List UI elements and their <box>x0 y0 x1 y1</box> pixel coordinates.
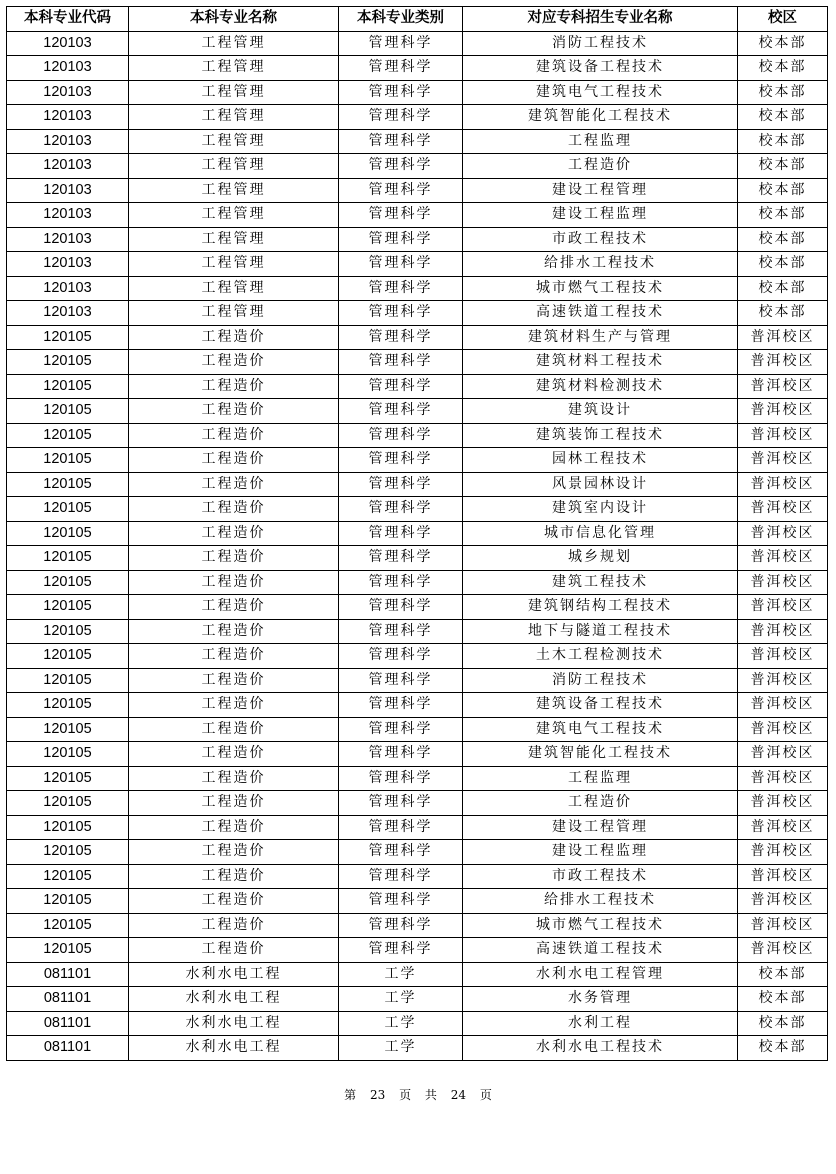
cell-undergrad-category: 管理科学 <box>339 815 463 840</box>
cell-undergrad-category: 管理科学 <box>339 227 463 252</box>
cell-undergrad-major: 工程管理 <box>129 203 339 228</box>
table-row <box>7 570 828 595</box>
cell-undergrad-major: 工程造价 <box>129 864 339 889</box>
cell-junior-college-major: 建筑智能化工程技术 <box>463 105 738 130</box>
cell-undergrad-category: 管理科学 <box>339 717 463 742</box>
cell-campus: 普洱校区 <box>738 619 828 644</box>
cell-undergrad-major: 工程造价 <box>129 791 339 816</box>
cell-undergrad-category: 管理科学 <box>339 276 463 301</box>
cell-campus: 普洱校区 <box>738 521 828 546</box>
cell-undergrad-major: 工程造价 <box>129 619 339 644</box>
cell-junior-college-major: 高速铁道工程技术 <box>463 938 738 963</box>
cell-undergrad-major: 工程造价 <box>129 766 339 791</box>
cell-undergrad-code: 120105 <box>7 644 129 669</box>
cell-undergrad-major: 工程造价 <box>129 374 339 399</box>
cell-undergrad-major: 工程造价 <box>129 521 339 546</box>
cell-undergrad-code: 120105 <box>7 448 129 473</box>
cell-undergrad-major: 工程造价 <box>129 497 339 522</box>
cell-undergrad-category: 管理科学 <box>339 840 463 865</box>
cell-junior-college-major: 市政工程技术 <box>463 864 738 889</box>
table-row <box>7 962 828 987</box>
table-row <box>7 717 828 742</box>
cell-campus: 普洱校区 <box>738 644 828 669</box>
cell-campus: 普洱校区 <box>738 913 828 938</box>
cell-undergrad-category: 管理科学 <box>339 497 463 522</box>
footer-total-pages: 24 <box>450 1088 467 1102</box>
cell-undergrad-category: 管理科学 <box>339 521 463 546</box>
cell-undergrad-category: 工学 <box>339 1036 463 1061</box>
cell-campus: 普洱校区 <box>738 595 828 620</box>
cell-campus: 校本部 <box>738 301 828 326</box>
cell-undergrad-code: 120105 <box>7 546 129 571</box>
cell-undergrad-category: 管理科学 <box>339 325 463 350</box>
cell-junior-college-major: 水利水电工程技术 <box>463 1036 738 1061</box>
footer-page-unit: 页 <box>399 1088 412 1102</box>
cell-undergrad-major: 工程造价 <box>129 742 339 767</box>
cell-junior-college-major: 建筑材料检测技术 <box>463 374 738 399</box>
cell-campus: 普洱校区 <box>738 938 828 963</box>
cell-undergrad-major: 工程造价 <box>129 472 339 497</box>
cell-undergrad-category: 工学 <box>339 962 463 987</box>
table-row <box>7 644 828 669</box>
cell-campus: 校本部 <box>738 80 828 105</box>
cell-campus: 普洱校区 <box>738 791 828 816</box>
table-row <box>7 1011 828 1036</box>
cell-campus: 普洱校区 <box>738 668 828 693</box>
table-row <box>7 399 828 424</box>
cell-undergrad-code: 120103 <box>7 154 129 179</box>
table-row <box>7 105 828 130</box>
cell-junior-college-major: 建筑材料工程技术 <box>463 350 738 375</box>
table-row <box>7 619 828 644</box>
cell-undergrad-category: 管理科学 <box>339 766 463 791</box>
footer-page-number: 23 <box>369 1088 386 1102</box>
cell-undergrad-code: 120105 <box>7 913 129 938</box>
cell-junior-college-major: 工程造价 <box>463 791 738 816</box>
table-row <box>7 227 828 252</box>
cell-campus: 校本部 <box>738 1036 828 1061</box>
cell-undergrad-category: 工学 <box>339 987 463 1012</box>
cell-campus: 校本部 <box>738 252 828 277</box>
cell-junior-college-major: 建筑材料生产与管理 <box>463 325 738 350</box>
cell-junior-college-major: 建筑电气工程技术 <box>463 80 738 105</box>
footer-total-unit: 页 <box>479 1088 492 1102</box>
cell-undergrad-code: 120105 <box>7 497 129 522</box>
cell-undergrad-code: 120103 <box>7 227 129 252</box>
cell-undergrad-major: 工程造价 <box>129 815 339 840</box>
table-row <box>7 987 828 1012</box>
table-row <box>7 129 828 154</box>
cell-undergrad-category: 管理科学 <box>339 668 463 693</box>
cell-undergrad-category: 管理科学 <box>339 350 463 375</box>
cell-undergrad-category: 管理科学 <box>339 301 463 326</box>
cell-junior-college-major: 城市信息化管理 <box>463 521 738 546</box>
table-row <box>7 497 828 522</box>
cell-undergrad-category: 管理科学 <box>339 938 463 963</box>
cell-undergrad-code: 120105 <box>7 889 129 914</box>
cell-junior-college-major: 建设工程监理 <box>463 203 738 228</box>
table-row <box>7 791 828 816</box>
major-mapping-table <box>6 6 828 1061</box>
cell-campus: 校本部 <box>738 154 828 179</box>
footer-total-prefix: 共 <box>424 1088 437 1102</box>
cell-undergrad-category: 工学 <box>339 1011 463 1036</box>
cell-undergrad-category: 管理科学 <box>339 399 463 424</box>
table-row <box>7 864 828 889</box>
table-row <box>7 178 828 203</box>
cell-undergrad-major: 工程管理 <box>129 56 339 81</box>
table-row <box>7 374 828 399</box>
cell-undergrad-code: 120105 <box>7 717 129 742</box>
cell-undergrad-code: 120105 <box>7 815 129 840</box>
cell-undergrad-code: 120103 <box>7 203 129 228</box>
cell-undergrad-code: 120105 <box>7 668 129 693</box>
table-row <box>7 889 828 914</box>
cell-undergrad-major: 工程造价 <box>129 546 339 571</box>
cell-undergrad-code: 120103 <box>7 31 129 56</box>
cell-undergrad-category: 管理科学 <box>339 791 463 816</box>
cell-junior-college-major: 建筑电气工程技术 <box>463 717 738 742</box>
cell-undergrad-category: 管理科学 <box>339 570 463 595</box>
cell-junior-college-major: 地下与隧道工程技术 <box>463 619 738 644</box>
cell-campus: 普洱校区 <box>738 497 828 522</box>
cell-undergrad-code: 120105 <box>7 570 129 595</box>
cell-undergrad-code: 120103 <box>7 80 129 105</box>
cell-undergrad-major: 工程管理 <box>129 276 339 301</box>
cell-undergrad-code: 120103 <box>7 301 129 326</box>
cell-undergrad-major: 工程管理 <box>129 301 339 326</box>
table-row <box>7 472 828 497</box>
cell-junior-college-major: 给排水工程技术 <box>463 252 738 277</box>
cell-junior-college-major: 工程造价 <box>463 154 738 179</box>
cell-undergrad-major: 工程造价 <box>129 913 339 938</box>
cell-undergrad-major: 工程造价 <box>129 448 339 473</box>
cell-junior-college-major: 城市燃气工程技术 <box>463 913 738 938</box>
cell-undergrad-major: 水利水电工程 <box>129 1036 339 1061</box>
cell-undergrad-code: 120103 <box>7 276 129 301</box>
cell-undergrad-code: 120105 <box>7 864 129 889</box>
page-footer <box>0 1086 836 1103</box>
cell-campus: 普洱校区 <box>738 766 828 791</box>
cell-undergrad-major: 工程造价 <box>129 570 339 595</box>
table-row <box>7 840 828 865</box>
cell-campus: 普洱校区 <box>738 374 828 399</box>
cell-campus: 普洱校区 <box>738 448 828 473</box>
cell-junior-college-major: 建筑室内设计 <box>463 497 738 522</box>
table-row <box>7 742 828 767</box>
cell-campus: 普洱校区 <box>738 325 828 350</box>
cell-undergrad-major: 工程造价 <box>129 693 339 718</box>
cell-campus: 普洱校区 <box>738 864 828 889</box>
cell-campus: 校本部 <box>738 105 828 130</box>
cell-junior-college-major: 风景园林设计 <box>463 472 738 497</box>
cell-undergrad-category: 管理科学 <box>339 31 463 56</box>
cell-junior-college-major: 城乡规划 <box>463 546 738 571</box>
cell-undergrad-category: 管理科学 <box>339 423 463 448</box>
cell-junior-college-major: 建筑钢结构工程技术 <box>463 595 738 620</box>
table-row <box>7 154 828 179</box>
cell-undergrad-category: 管理科学 <box>339 154 463 179</box>
cell-undergrad-code: 120103 <box>7 252 129 277</box>
cell-undergrad-major: 工程管理 <box>129 178 339 203</box>
cell-undergrad-major: 工程管理 <box>129 252 339 277</box>
cell-junior-college-major: 建设工程监理 <box>463 840 738 865</box>
cell-undergrad-category: 管理科学 <box>339 105 463 130</box>
header-undergrad-major: 本科专业名称 <box>129 7 339 32</box>
cell-undergrad-major: 工程管理 <box>129 80 339 105</box>
cell-junior-college-major: 水利水电工程管理 <box>463 962 738 987</box>
cell-junior-college-major: 建筑智能化工程技术 <box>463 742 738 767</box>
cell-campus: 普洱校区 <box>738 717 828 742</box>
cell-junior-college-major: 高速铁道工程技术 <box>463 301 738 326</box>
cell-undergrad-category: 管理科学 <box>339 448 463 473</box>
table-row <box>7 448 828 473</box>
cell-undergrad-code: 120103 <box>7 178 129 203</box>
cell-undergrad-major: 工程造价 <box>129 668 339 693</box>
cell-undergrad-major: 水利水电工程 <box>129 1011 339 1036</box>
cell-junior-college-major: 工程监理 <box>463 129 738 154</box>
cell-junior-college-major: 建筑设备工程技术 <box>463 693 738 718</box>
cell-undergrad-code: 120105 <box>7 595 129 620</box>
cell-undergrad-category: 管理科学 <box>339 374 463 399</box>
cell-junior-college-major: 建筑设备工程技术 <box>463 56 738 81</box>
table-row <box>7 325 828 350</box>
cell-undergrad-code: 120105 <box>7 693 129 718</box>
cell-undergrad-major: 工程造价 <box>129 595 339 620</box>
cell-campus: 校本部 <box>738 178 828 203</box>
table-row <box>7 546 828 571</box>
cell-undergrad-code: 120105 <box>7 399 129 424</box>
cell-campus: 校本部 <box>738 31 828 56</box>
cell-undergrad-code: 120105 <box>7 619 129 644</box>
cell-junior-college-major: 市政工程技术 <box>463 227 738 252</box>
cell-undergrad-major: 工程造价 <box>129 325 339 350</box>
cell-campus: 校本部 <box>738 227 828 252</box>
cell-undergrad-category: 管理科学 <box>339 56 463 81</box>
table-row <box>7 668 828 693</box>
header-undergrad-category: 本科专业类别 <box>339 7 463 32</box>
cell-undergrad-major: 工程管理 <box>129 105 339 130</box>
table-header-row <box>7 7 828 32</box>
cell-campus: 普洱校区 <box>738 889 828 914</box>
table-row <box>7 423 828 448</box>
cell-junior-college-major: 水利工程 <box>463 1011 738 1036</box>
header-junior-college-major: 对应专科招生专业名称 <box>463 7 738 32</box>
cell-undergrad-code: 120105 <box>7 521 129 546</box>
cell-campus: 校本部 <box>738 203 828 228</box>
cell-undergrad-major: 工程造价 <box>129 423 339 448</box>
table-row <box>7 252 828 277</box>
cell-campus: 普洱校区 <box>738 399 828 424</box>
cell-undergrad-major: 水利水电工程 <box>129 962 339 987</box>
cell-undergrad-category: 管理科学 <box>339 595 463 620</box>
cell-undergrad-code: 120105 <box>7 423 129 448</box>
cell-junior-college-major: 建筑装饰工程技术 <box>463 423 738 448</box>
cell-undergrad-code: 120105 <box>7 742 129 767</box>
cell-undergrad-category: 管理科学 <box>339 619 463 644</box>
cell-campus: 校本部 <box>738 987 828 1012</box>
cell-undergrad-category: 管理科学 <box>339 693 463 718</box>
cell-undergrad-major: 工程造价 <box>129 644 339 669</box>
table-row <box>7 913 828 938</box>
cell-undergrad-code: 081101 <box>7 987 129 1012</box>
cell-undergrad-code: 120105 <box>7 840 129 865</box>
table-row <box>7 276 828 301</box>
cell-junior-college-major: 建设工程管理 <box>463 815 738 840</box>
cell-junior-college-major: 给排水工程技术 <box>463 889 738 914</box>
cell-undergrad-major: 工程造价 <box>129 399 339 424</box>
cell-campus: 普洱校区 <box>738 840 828 865</box>
cell-undergrad-category: 管理科学 <box>339 742 463 767</box>
cell-junior-college-major: 消防工程技术 <box>463 31 738 56</box>
cell-undergrad-major: 工程造价 <box>129 938 339 963</box>
cell-campus: 普洱校区 <box>738 815 828 840</box>
cell-undergrad-major: 工程造价 <box>129 889 339 914</box>
cell-campus: 普洱校区 <box>738 472 828 497</box>
cell-campus: 校本部 <box>738 129 828 154</box>
cell-junior-college-major: 建筑工程技术 <box>463 570 738 595</box>
table-row <box>7 595 828 620</box>
cell-junior-college-major: 建筑设计 <box>463 399 738 424</box>
header-campus: 校区 <box>738 7 828 32</box>
table-row <box>7 938 828 963</box>
cell-undergrad-code: 120105 <box>7 325 129 350</box>
cell-undergrad-code: 120105 <box>7 350 129 375</box>
cell-campus: 普洱校区 <box>738 570 828 595</box>
table-row <box>7 203 828 228</box>
cell-undergrad-category: 管理科学 <box>339 80 463 105</box>
cell-undergrad-major: 工程管理 <box>129 31 339 56</box>
footer-prefix: 第 <box>344 1088 357 1102</box>
cell-campus: 校本部 <box>738 56 828 81</box>
cell-junior-college-major: 建设工程管理 <box>463 178 738 203</box>
table-row <box>7 766 828 791</box>
cell-undergrad-code: 120103 <box>7 105 129 130</box>
cell-junior-college-major: 城市燃气工程技术 <box>463 276 738 301</box>
cell-campus: 普洱校区 <box>738 423 828 448</box>
cell-undergrad-code: 120105 <box>7 766 129 791</box>
cell-undergrad-category: 管理科学 <box>339 546 463 571</box>
table-row <box>7 56 828 81</box>
cell-campus: 普洱校区 <box>738 742 828 767</box>
cell-campus: 校本部 <box>738 962 828 987</box>
cell-undergrad-code: 120103 <box>7 129 129 154</box>
cell-campus: 普洱校区 <box>738 693 828 718</box>
cell-undergrad-major: 工程造价 <box>129 350 339 375</box>
cell-undergrad-code: 081101 <box>7 1011 129 1036</box>
cell-undergrad-category: 管理科学 <box>339 129 463 154</box>
cell-undergrad-category: 管理科学 <box>339 913 463 938</box>
table-row <box>7 350 828 375</box>
cell-undergrad-code: 120105 <box>7 374 129 399</box>
cell-undergrad-code: 081101 <box>7 962 129 987</box>
table-row <box>7 301 828 326</box>
cell-undergrad-major: 工程管理 <box>129 129 339 154</box>
cell-undergrad-category: 管理科学 <box>339 864 463 889</box>
cell-undergrad-code: 120105 <box>7 791 129 816</box>
cell-undergrad-major: 工程管理 <box>129 227 339 252</box>
cell-undergrad-code: 081101 <box>7 1036 129 1061</box>
header-undergrad-code: 本科专业代码 <box>7 7 129 32</box>
cell-junior-college-major: 工程监理 <box>463 766 738 791</box>
table-body <box>7 31 828 1060</box>
cell-junior-college-major: 消防工程技术 <box>463 668 738 693</box>
cell-campus: 普洱校区 <box>738 350 828 375</box>
cell-undergrad-category: 管理科学 <box>339 252 463 277</box>
cell-junior-college-major: 水务管理 <box>463 987 738 1012</box>
cell-undergrad-major: 工程造价 <box>129 717 339 742</box>
cell-undergrad-code: 120105 <box>7 472 129 497</box>
table-row <box>7 815 828 840</box>
table-row <box>7 80 828 105</box>
cell-undergrad-code: 120105 <box>7 938 129 963</box>
cell-undergrad-category: 管理科学 <box>339 889 463 914</box>
table-row <box>7 31 828 56</box>
cell-undergrad-category: 管理科学 <box>339 203 463 228</box>
cell-undergrad-major: 工程管理 <box>129 154 339 179</box>
cell-undergrad-category: 管理科学 <box>339 644 463 669</box>
cell-undergrad-major: 水利水电工程 <box>129 987 339 1012</box>
cell-junior-college-major: 土木工程检测技术 <box>463 644 738 669</box>
cell-junior-college-major: 园林工程技术 <box>463 448 738 473</box>
cell-campus: 校本部 <box>738 276 828 301</box>
cell-undergrad-code: 120103 <box>7 56 129 81</box>
table-row <box>7 693 828 718</box>
cell-campus: 校本部 <box>738 1011 828 1036</box>
cell-campus: 普洱校区 <box>738 546 828 571</box>
table-row <box>7 1036 828 1061</box>
table-row <box>7 521 828 546</box>
cell-undergrad-category: 管理科学 <box>339 178 463 203</box>
cell-undergrad-major: 工程造价 <box>129 840 339 865</box>
cell-undergrad-category: 管理科学 <box>339 472 463 497</box>
